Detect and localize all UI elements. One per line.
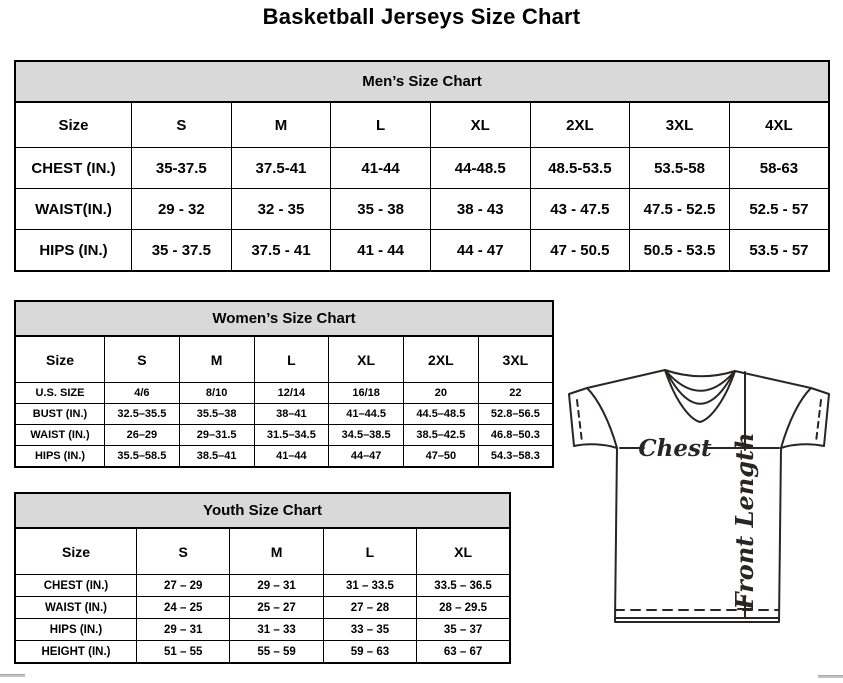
size-value-cell: 41 - 44 — [331, 230, 431, 272]
size-value-cell: 26–29 — [105, 425, 180, 446]
column-header: Size — [15, 336, 105, 383]
row-label: WAIST (IN.) — [15, 425, 105, 446]
column-header-row — [15, 336, 553, 383]
size-value-cell: 47–50 — [404, 446, 479, 468]
size-value-cell: 50.5 - 53.5 — [630, 230, 730, 272]
size-value-cell: 34.5–38.5 — [329, 425, 404, 446]
table-row — [15, 619, 510, 641]
column-header: L — [254, 336, 329, 383]
size-value-cell: 41-44 — [331, 148, 431, 189]
size-value-cell: 44-48.5 — [430, 148, 530, 189]
size-value-cell: 63 – 67 — [417, 641, 510, 664]
table-row — [15, 189, 829, 230]
row-label: WAIST (IN.) — [15, 597, 137, 619]
size-value-cell: 54.3–58.3 — [478, 446, 553, 468]
table-row — [15, 383, 553, 404]
womens-section-header: Women’s Size Chart — [14, 300, 554, 335]
size-value-cell: 48.5-53.5 — [530, 148, 630, 189]
size-value-cell: 41–44 — [254, 446, 329, 468]
size-value-cell: 38.5–42.5 — [404, 425, 479, 446]
column-header: S — [105, 336, 180, 383]
size-value-cell: 31.5–34.5 — [254, 425, 329, 446]
table-row — [15, 575, 510, 597]
row-label: HIPS (IN.) — [15, 446, 105, 468]
size-value-cell: 32.5–35.5 — [105, 404, 180, 425]
size-value-cell: 22 — [478, 383, 553, 404]
size-value-cell: 38.5–41 — [179, 446, 254, 468]
table-row — [15, 425, 553, 446]
column-header: M — [230, 528, 323, 575]
mens-size-chart-section — [14, 60, 830, 272]
column-header: Size — [15, 102, 132, 148]
womens-size-table — [14, 335, 554, 468]
size-value-cell: 35 - 37.5 — [132, 230, 232, 272]
jersey-measurement-diagram — [558, 358, 840, 678]
size-value-cell: 44.5–48.5 — [404, 404, 479, 425]
column-header-row — [15, 102, 829, 148]
mens-section-header: Men’s Size Chart — [14, 60, 830, 101]
womens-size-chart-section — [14, 300, 554, 468]
row-label: HEIGHT (IN.) — [15, 641, 137, 664]
size-value-cell: 41–44.5 — [329, 404, 404, 425]
column-header: Size — [15, 528, 137, 575]
size-value-cell: 35-37.5 — [132, 148, 232, 189]
size-value-cell: 55 – 59 — [230, 641, 323, 664]
size-value-cell: 35.5–38 — [179, 404, 254, 425]
jersey-diagram-svg — [558, 358, 840, 678]
size-value-cell: 27 – 29 — [137, 575, 230, 597]
size-value-cell: 29 - 32 — [132, 189, 232, 230]
chest-label: Chest — [638, 435, 712, 462]
table-row — [15, 230, 829, 272]
column-header: 2XL — [530, 102, 630, 148]
column-header: 4XL — [729, 102, 829, 148]
column-header: XL — [430, 102, 530, 148]
row-label: BUST (IN.) — [15, 404, 105, 425]
column-header: XL — [329, 336, 404, 383]
size-value-cell: 31 – 33 — [230, 619, 323, 641]
size-value-cell: 8/10 — [179, 383, 254, 404]
size-value-cell: 37.5-41 — [231, 148, 331, 189]
size-value-cell: 4/6 — [105, 383, 180, 404]
column-header: XL — [417, 528, 510, 575]
size-value-cell: 53.5 - 57 — [729, 230, 829, 272]
size-value-cell: 44–47 — [329, 446, 404, 468]
column-header: S — [132, 102, 232, 148]
youth-size-table — [14, 527, 511, 664]
size-value-cell: 24 – 25 — [137, 597, 230, 619]
column-header: 3XL — [478, 336, 553, 383]
mens-size-table — [14, 101, 830, 272]
size-value-cell: 38 - 43 — [430, 189, 530, 230]
size-value-cell: 38–41 — [254, 404, 329, 425]
front-length-label: Front Length — [730, 432, 759, 610]
column-header: M — [179, 336, 254, 383]
size-value-cell: 33 – 35 — [323, 619, 416, 641]
size-value-cell: 12/14 — [254, 383, 329, 404]
size-value-cell: 47.5 - 52.5 — [630, 189, 730, 230]
size-value-cell: 44 - 47 — [430, 230, 530, 272]
row-label: HIPS (IN.) — [15, 619, 137, 641]
size-value-cell: 53.5-58 — [630, 148, 730, 189]
size-value-cell: 16/18 — [329, 383, 404, 404]
row-label: HIPS (IN.) — [15, 230, 132, 272]
size-value-cell: 58-63 — [729, 148, 829, 189]
row-label: U.S. SIZE — [15, 383, 105, 404]
size-value-cell: 29 – 31 — [230, 575, 323, 597]
size-value-cell: 28 – 29.5 — [417, 597, 510, 619]
horizontal-scrollbar-fragment-right[interactable] — [818, 675, 843, 678]
size-value-cell: 20 — [404, 383, 479, 404]
size-value-cell: 35 – 37 — [417, 619, 510, 641]
size-value-cell: 46.8–50.3 — [478, 425, 553, 446]
jersey-outline — [569, 370, 829, 622]
size-value-cell: 47 - 50.5 — [530, 230, 630, 272]
column-header: M — [231, 102, 331, 148]
table-row — [15, 148, 829, 189]
size-value-cell: 25 – 27 — [230, 597, 323, 619]
column-header: S — [137, 528, 230, 575]
size-value-cell: 52.5 - 57 — [729, 189, 829, 230]
row-label: CHEST (IN.) — [15, 148, 132, 189]
column-header: 3XL — [630, 102, 730, 148]
size-value-cell: 32 - 35 — [231, 189, 331, 230]
size-value-cell: 27 – 28 — [323, 597, 416, 619]
table-row — [15, 597, 510, 619]
size-value-cell: 59 – 63 — [323, 641, 416, 664]
horizontal-scrollbar-fragment-left[interactable] — [0, 674, 25, 677]
size-value-cell: 33.5 – 36.5 — [417, 575, 510, 597]
size-value-cell: 51 – 55 — [137, 641, 230, 664]
row-label: WAIST(IN.) — [15, 189, 132, 230]
size-value-cell: 35 - 38 — [331, 189, 431, 230]
page-title: Basketball Jerseys Size Chart — [262, 4, 581, 29]
collar-back-curve — [665, 370, 735, 376]
size-value-cell: 43 - 47.5 — [530, 189, 630, 230]
size-value-cell: 31 – 33.5 — [323, 575, 416, 597]
row-label: CHEST (IN.) — [15, 575, 137, 597]
size-value-cell: 52.8–56.5 — [478, 404, 553, 425]
column-header-row — [15, 528, 510, 575]
column-header: 2XL — [404, 336, 479, 383]
table-row — [15, 641, 510, 664]
table-row — [15, 404, 553, 425]
size-value-cell: 29 – 31 — [137, 619, 230, 641]
size-value-cell: 35.5–58.5 — [105, 446, 180, 468]
column-header: L — [331, 102, 431, 148]
table-row — [15, 446, 553, 468]
column-header: L — [323, 528, 416, 575]
size-value-cell: 29–31.5 — [179, 425, 254, 446]
youth-section-header: Youth Size Chart — [14, 492, 511, 527]
size-value-cell: 37.5 - 41 — [231, 230, 331, 272]
youth-size-chart-section — [14, 492, 511, 664]
